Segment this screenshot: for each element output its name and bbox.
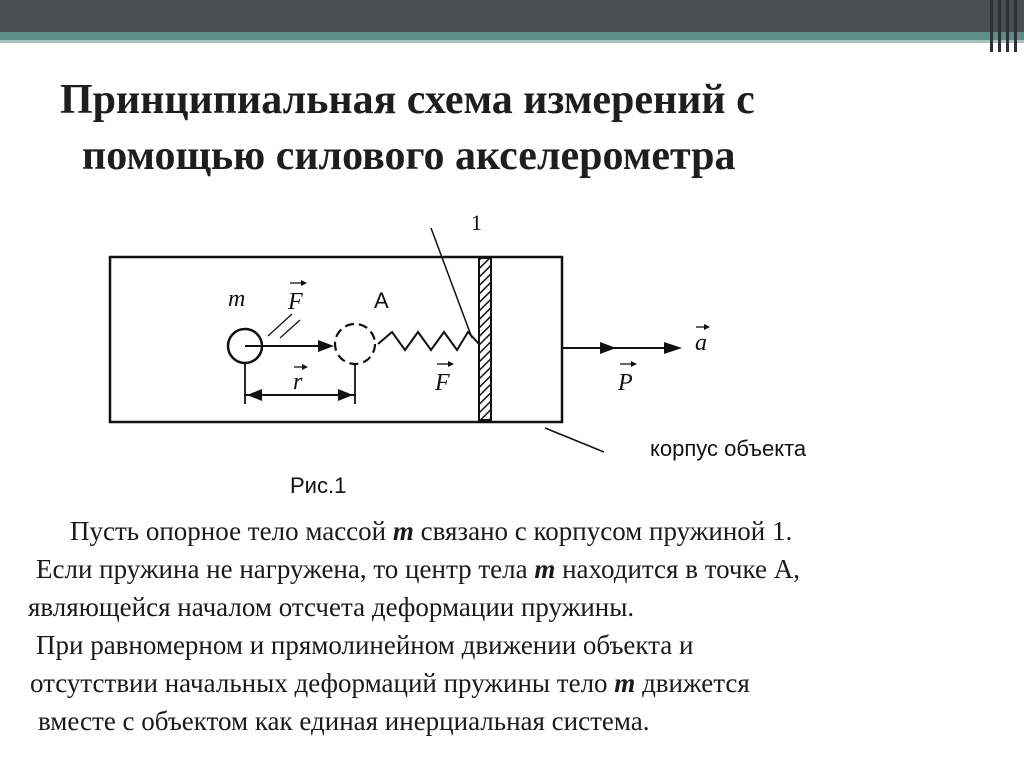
figure-caption: Рис.1 (290, 473, 347, 498)
p1-text-b: связано с корпусом пружиной 1. (413, 516, 793, 546)
p2-text-a: Если пружина не нагружена, то центр тела (36, 554, 535, 584)
label-A: A (374, 288, 389, 313)
label-m: m (228, 286, 246, 312)
p5-mass-symbol: m (614, 668, 636, 698)
paragraph-4: При равномерном и прямолинейном движении объекта и (36, 630, 694, 660)
label-r: r (293, 369, 303, 395)
label-object-body: корпус объекта (650, 436, 807, 461)
paragraph-6: вместе с объектом как единая инерциальная система. (38, 706, 650, 736)
p5-text-a: отсутствии начальных деформаций пружины тело (30, 668, 615, 698)
partition-wall (479, 258, 491, 420)
vector-tip-P (631, 361, 637, 367)
p-arrow-head (600, 342, 616, 354)
displacement-arrow-right (338, 389, 353, 401)
displacement-arrow-left (247, 389, 262, 401)
p1-mass-symbol: m (392, 516, 414, 546)
vector-tip-F-bottom (448, 361, 454, 367)
p2-text-b: находится в точке А, (555, 554, 800, 584)
label-F-bottom: F (435, 370, 450, 396)
label-1: 1 (471, 210, 482, 235)
spring (378, 332, 479, 350)
leader-line-body (545, 428, 604, 452)
p2-mass-symbol: m (534, 554, 556, 584)
acceleration-arrow-head (664, 342, 682, 354)
leader-line-spring (431, 228, 472, 338)
paragraph-1 (20, 512, 1010, 550)
mass-reference-position (335, 324, 375, 364)
vector-tip-F-top (301, 280, 307, 286)
title-line-2: помощью силового акселерометра (82, 133, 736, 179)
vector-tip-r (302, 364, 308, 370)
title-line-1: Принципиальная схема измерений с (60, 77, 755, 123)
description-text (20, 512, 1010, 740)
force-leader-line (268, 314, 292, 336)
paragraph-2 (20, 550, 1010, 588)
paragraph-5 (20, 664, 1010, 702)
label-P: P (618, 370, 633, 396)
vector-tip-a (704, 324, 710, 330)
label-a: a (695, 330, 707, 356)
p5-text-b: движется (635, 668, 750, 698)
paragraph-3: являющейся началом отсчета деформации пружины. (28, 592, 635, 622)
object-housing (110, 257, 562, 422)
label-F-top: F (288, 289, 303, 315)
force-arrow-head (318, 340, 334, 352)
p1-text-a: Пусть опорное тело массой (70, 516, 393, 546)
